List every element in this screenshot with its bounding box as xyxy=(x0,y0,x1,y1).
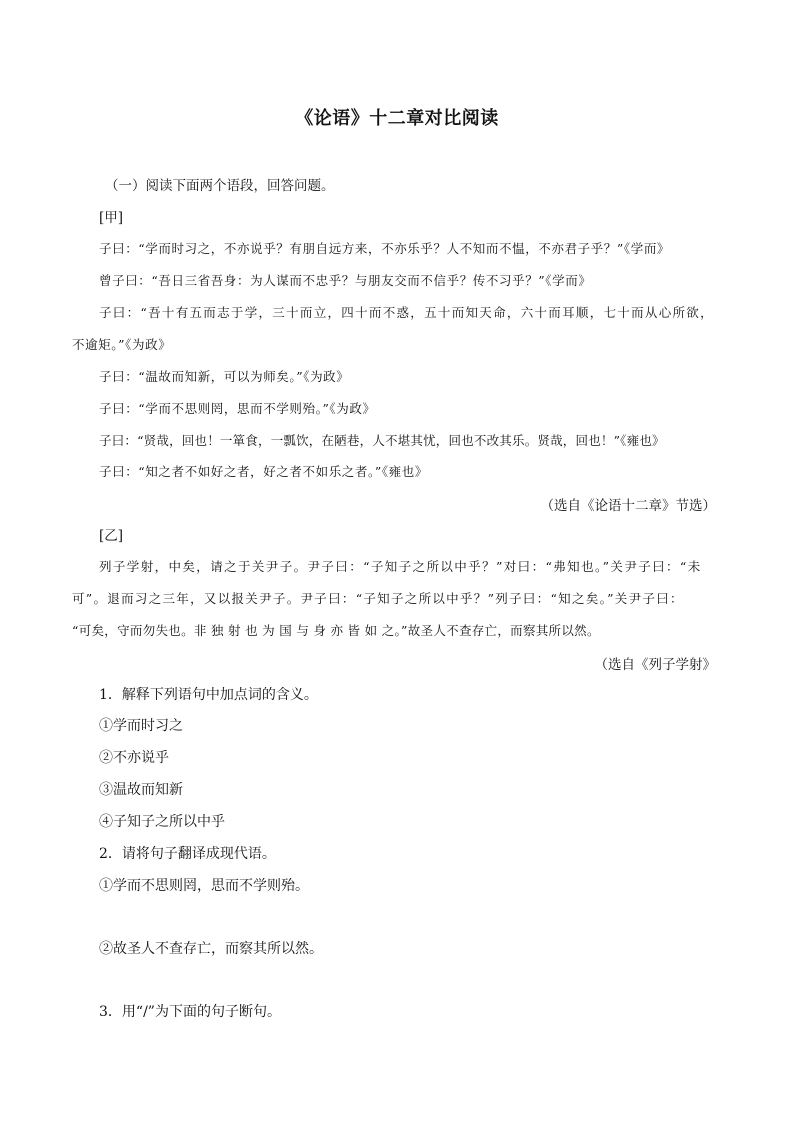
passage-yi-source: （选自《列子学射》 xyxy=(594,657,716,673)
section-instruction: （一）阅读下面两个语段，回答问题。 xyxy=(105,178,335,194)
passage-jia-label: [甲] xyxy=(99,210,124,226)
passage-jia-line: 子曰：“吾十有五而志于学，三十而立，四十而不惑，五十而知天命，六十而耳顺，七十而从心所欲， xyxy=(99,305,714,320)
question-1-item: ④子知子之所以中乎 xyxy=(99,814,225,830)
question-3: 3．用“/”为下面的句子断句。 xyxy=(99,1004,281,1020)
question-1-item: ②不亦说乎 xyxy=(99,750,169,766)
passage-jia-line: 子曰：“学而不思则罔，思而不学则殆。”《为政》 xyxy=(99,401,376,416)
passage-jia-line: 子曰：“学而时习之，不亦说乎？有朋自远方来，不亦乐乎？人不知而不愠，不亦君子乎？”《学而》 xyxy=(99,241,671,256)
question-1-item: ③温故而知新 xyxy=(99,782,183,798)
passage-yi-line: 可”。退而习之三年，又以报关尹子。尹子曰：“子知子之所以中乎？”列子曰：“知之矣。”关尹子曰： xyxy=(72,591,684,606)
passage-jia-line: 曾子曰：“吾日三省吾身：为人谋而不忠乎？与朋友交而不信乎？传不习乎？”《学而》 xyxy=(99,273,592,288)
passage-jia-source: （选自《论语十二章》节选） xyxy=(540,498,716,514)
passage-jia-line: 子曰：“贤哉，回也！一箪食，一瓢饮，在陋巷，人不堪其忧，回也不改其乐。贤哉，回也！”《雍也》 xyxy=(99,433,665,448)
passage-yi-label: [乙] xyxy=(99,528,124,544)
passage-jia-line: 子曰：“知之者不如好之者，好之者不如乐之者。”《雍也》 xyxy=(99,464,428,479)
question-1: 1．解释下列语句中加点词的含义。 xyxy=(99,687,318,703)
question-1-item: ①学而时习之 xyxy=(99,718,183,734)
question-2-item: ②故圣人不查存亡，而察其所以然。 xyxy=(99,941,323,957)
passage-yi-line: 列子学射，中矣，请之于关尹子。尹子曰：“子知子之所以中乎？”对曰：“弗知也。”关尹子曰：“未 xyxy=(99,559,702,574)
passage-jia-line: 不逾矩。”《为政》 xyxy=(72,337,172,352)
question-2: 2．请将句子翻译成现代语。 xyxy=(99,846,276,862)
passage-yi-line: “可矣，守而勿失也。非 独 射 也 为 国 与 身 亦 皆 如 之。”故圣人不查存亡，而察其所以然。 xyxy=(72,623,600,638)
passage-jia-line: 子曰：“温故而知新，可以为师矣。”《为政》 xyxy=(99,369,350,384)
page-title: 《论语》十二章对比阅读 xyxy=(295,108,499,129)
question-2-item: ①学而不思则罔，思而不学则殆。 xyxy=(99,878,309,894)
